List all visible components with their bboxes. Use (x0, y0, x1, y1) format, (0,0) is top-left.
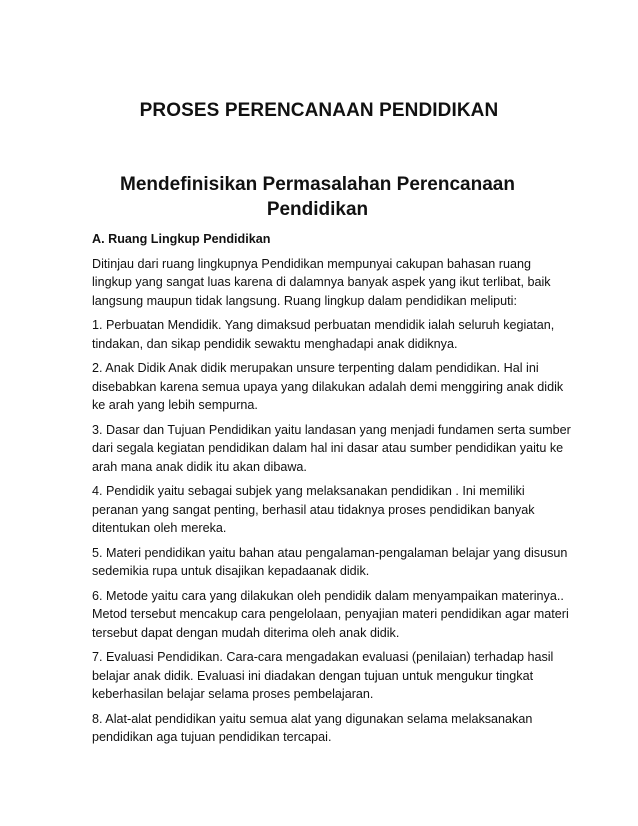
list-item-8: 8. Alat-alat pendidikan yaitu semua alat yang digunakan selama melaksanakan pendidikan aga tujuan pendidikan tercapai. (92, 711, 533, 744)
list-item-1: 1. Perbuatan Mendidik. Yang dimaksud perbuatan mendidik ialah seluruh kegiatan, tindakan, dan sikap pendidik sewaktu menghadapi anak didiknya. (92, 318, 555, 351)
list-item-6: 6. Metode yaitu cara yang dilakukan oleh pendidik dalam menyampaikan materinya.. Metod tersebut mencakup cara pengelolaan, penyajian materi pendidikan agar materi tersebut dapat dengan mudah diterima oleh anak didik. (92, 588, 569, 640)
list-item-2: 2. Anak Didik Anak didik merupakan unsure terpenting dalam pendidikan. Hal ini disebabkan karena semua upaya yang dilakukan adalah demi menggiring anak didik ke arah yang lebih sempurna. (92, 361, 564, 412)
document-title: PROSES PERENCANAAN PENDIDIKAN (139, 100, 499, 121)
list-item-4: 4. Pendidik yaitu sebagai subjek yang melaksanakan pendidikan . Ini memiliki peranan yang sangat penting, berhasil atau tidaknya proses pendidikan banyak ditentukan oleh mereka. (92, 484, 535, 535)
list-item-7: 7. Evaluasi Pendidikan. Cara-cara mengadakan evaluasi (penilaian) terhadap hasil belajar anak didik. Evaluasi ini diadakan dengan tujuan untuk mengukur tingkat keberhasilan belajar selama proses pembelajaran. (92, 650, 554, 701)
list-item-5: 5. Materi pendidikan yaitu bahan atau pengalaman-pengalaman belajar yang disusun sedemikia rupa untuk disajikan kepadaanak didik. (92, 545, 568, 578)
list-item-3: 3. Dasar dan Tujuan Pendidikan yaitu landasan yang menjadi fundamen serta sumber dari segala kegiatan pendidikan dalam hal ini dasar atau sumber pendidikan yaitu ke arah mana anak didik itu akan dibawa. (92, 422, 571, 474)
document-subtitle: Mendefinisikan Permasalahan Perencanaan Pendidikan (120, 174, 515, 220)
intro-paragraph: Ditinjau dari ruang lingkupnya Pendidikan mempunyai cakupan bahasan ruang lingkup yang sangat luas karena di dalamnya banyak aspek yang ikut terlibat, baik langsung maupun tidak langsung. Ruang lingkup dalam pendidikan meliputi: (92, 256, 551, 308)
section-heading: A. Ruang Lingkup Pendidikan (92, 232, 271, 246)
document-body (92, 230, 572, 753)
